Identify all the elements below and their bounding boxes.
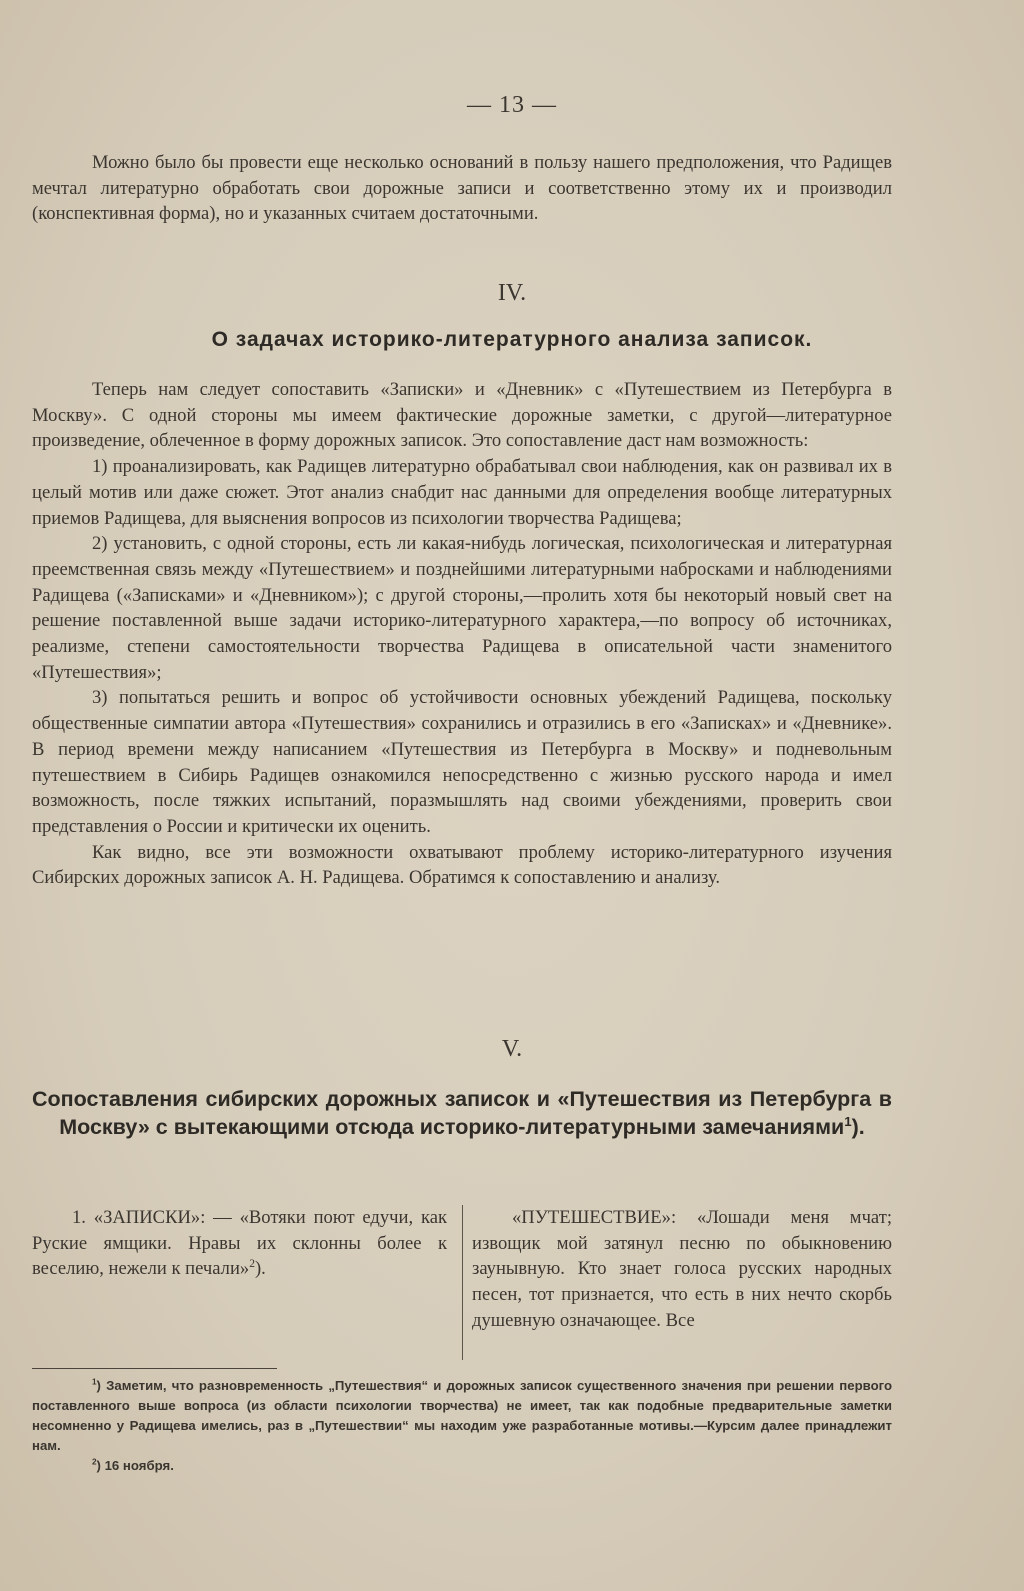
footnote-1-text: ) Заметим, что разновременность „Путешествия“ и дорожных записок существенного значения при решении первого поставленного выше вопроса (из области психологии творчества) не имеет, так как подобные предварительные заметки несомненно у Радищева имелись, раз в „Путешествии“ мы находим уже разработанные мотивы.—Курсим далее принадлежит нам. <box>32 1378 892 1453</box>
footnote-2-mark: 2 <box>92 1457 97 1467</box>
section-4-paragraph: Теперь нам следует сопоставить «Записки» и «Дневник» с «Путешествием из Петербурга в Москву». С одной стороны мы имеем фактические дорожные заметки, с другой—литературное произведение, облеченное в форму дорожных записок. Это сопоставление даст нам возможность: <box>32 379 892 452</box>
section-4-item-3: 3) попытаться решить и вопрос об устойчивости основных убеждений Радищева, поскольку общественные симпатии автора «Путешествия» сохранились и отразились в его «Записках» и «Дневнике». В период времени между написанием «Путешествия из Петербурга в Москву» и подневольным путешествием в Сибирь Радищев ознакомился непосредственно с жизнью русского народа и имел возможность, после тяжких испытаний, поразмышлять над своими убеждениями, проверить свои представления о России и критически их оценить. <box>32 687 892 837</box>
section-4-body <box>32 377 892 891</box>
intro-paragraph: Можно было бы провести еще несколько оснований в пользу нашего предположения, что Радищев мечтал литературно обработать свои дорожные записи и соответственно этому их и производил (конспективная форма), но и указанных считаем достаточными. <box>32 152 892 225</box>
section-4-item-2: 2) установить, с одной стороны, есть ли какая-нибудь логическая, психологическая и литературная преемственная связь между «Путешествием» и позднейшими литературными набросками и наблюдениями Радищева («Записками» и «Дневником»); с другой стороны,—пролить хотя бы некоторый новый свет на решение поставленной выше задачи историко-литературного характера,—по вопросу об источниках, реализме, степени самостоятельности творчества Радищева в описательной части знаменитого «Путешествия»; <box>32 533 892 683</box>
left-column <box>32 1205 447 1282</box>
section-5-heading-text: Сопоставления сибирских дорожных записок и «Путешествия из Петербурга в Москву» с вытекающими отсюда историко-литературными замечаниями <box>32 1087 892 1139</box>
section-4-heading: О задачах историко-литературного анализа записок. <box>211 328 813 351</box>
zapiski-quote-end: ). <box>254 1258 266 1280</box>
footnote-ref-2: 2 <box>249 1258 255 1271</box>
zapiski-quote-text: 1. «ЗАПИСКИ»: — «Вотяки поют едучи, как Руские ямщики. Нравы их склонны более к веселию, нежели к печали» <box>32 1207 447 1280</box>
page-number: — 13 — <box>467 92 557 118</box>
zapiski-quote <box>32 1205 447 1282</box>
section-4-item-1: 1) проанализировать, как Радищев литературно обрабатывал свои наблюдения, как он развивал их в целый мотив или даже сюжет. Этот анализ снабдит нас данными для определения вообще литературных приемов Радищева, для выяснения вопросов из психологии творчества Радищева; <box>32 456 892 529</box>
intro-paragraph-block <box>32 150 892 227</box>
footnote-2-text: ) 16 ноября. <box>96 1458 174 1473</box>
column-divider <box>462 1205 463 1360</box>
section-4-conclusion: Как видно, все эти возможности охватывают проблему историко-литературного изучения Сибирских дорожных записок А. Н. Радищева. Обратимся к сопоставлению и анализу. <box>32 841 892 889</box>
footnote-1-mark: 1 <box>92 1377 97 1387</box>
puteshestvie-quote: «ПУТЕШЕСТВИЕ»: «Лошади меня мчат; извощик мой затянул песню по обыкновению заунывную. Кто знает голоса русских народных песен, тот признается, что есть в них нечто скорбь душевную означающее. Все <box>472 1207 892 1331</box>
footnote-ref-1: 1 <box>844 1113 852 1129</box>
right-column <box>472 1205 892 1334</box>
footnotes <box>32 1376 892 1476</box>
section-4-numeral: IV. <box>497 280 527 306</box>
footnote-1 <box>32 1376 892 1456</box>
section-5-heading <box>32 1086 892 1141</box>
footnote-separator <box>32 1368 277 1369</box>
footnote-2 <box>32 1456 892 1476</box>
section-5-heading-end: ). <box>851 1114 865 1139</box>
section-5-numeral: V. <box>501 1036 523 1062</box>
